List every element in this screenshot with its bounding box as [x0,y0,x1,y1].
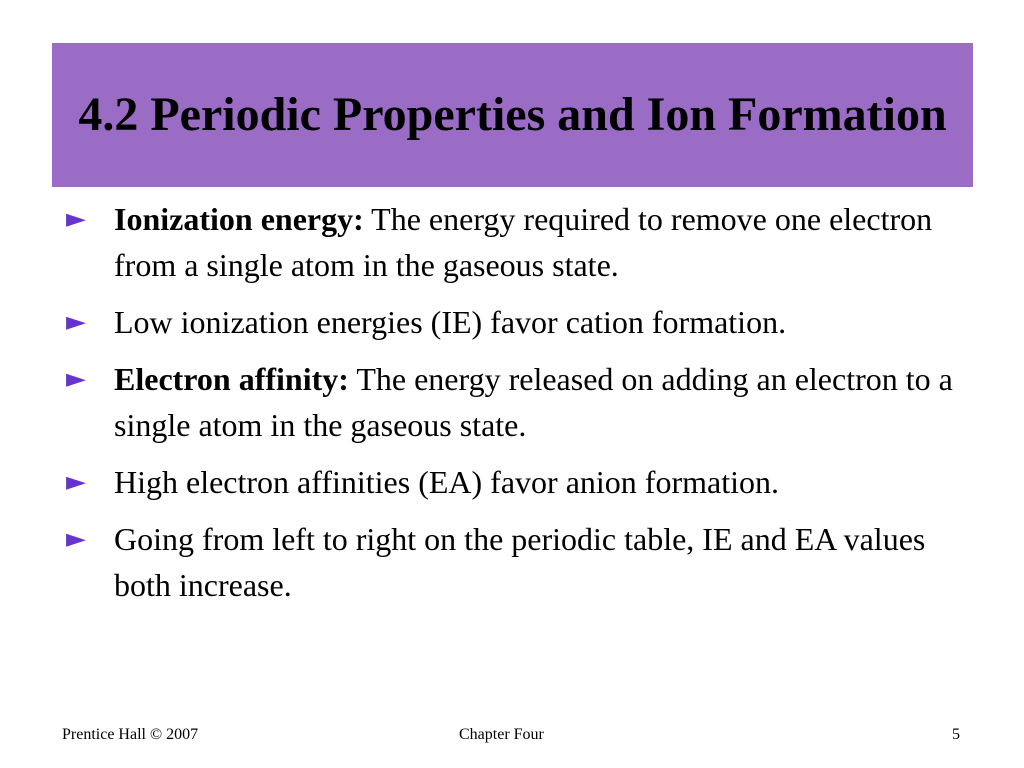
triangle-bullet-icon: ► [66,524,86,554]
triangle-bullet-icon: ► [66,467,86,497]
bullet-text: Going from left to right on the periodic table, IE and EA values both increase. [114,521,926,603]
triangle-bullet-icon: ► [66,204,86,234]
footer-copyright: Prentice Hall © 2007 [62,726,199,743]
title-banner [52,43,973,187]
bullet-item [66,299,966,345]
bullet-term: Ionization energy: [114,201,364,237]
bullet-item [66,516,966,608]
bullet-text: The energy required to remove one electron from a single atom in the gaseous state. [114,201,933,283]
bullet-text: Low ionization energies (IE) favor cation formation. [114,304,787,340]
slide-title: 4.2 Periodic Properties and Ion Formation [78,88,947,141]
bullet-item [66,196,966,288]
footer-chapter: Chapter Four [459,726,544,743]
bullet-text: High electron affinities (EA) favor anion formation. [114,464,779,500]
triangle-bullet-icon: ► [66,364,86,394]
bullet-list [66,196,966,619]
bullet-text: The energy released on adding an electron to a single atom in the gaseous state. [114,361,953,443]
footer-page-number: 5 [952,726,960,743]
bullet-item [66,356,966,448]
triangle-bullet-icon: ► [66,307,86,337]
bullet-term: Electron affinity: [114,361,349,397]
bullet-item [66,459,966,505]
